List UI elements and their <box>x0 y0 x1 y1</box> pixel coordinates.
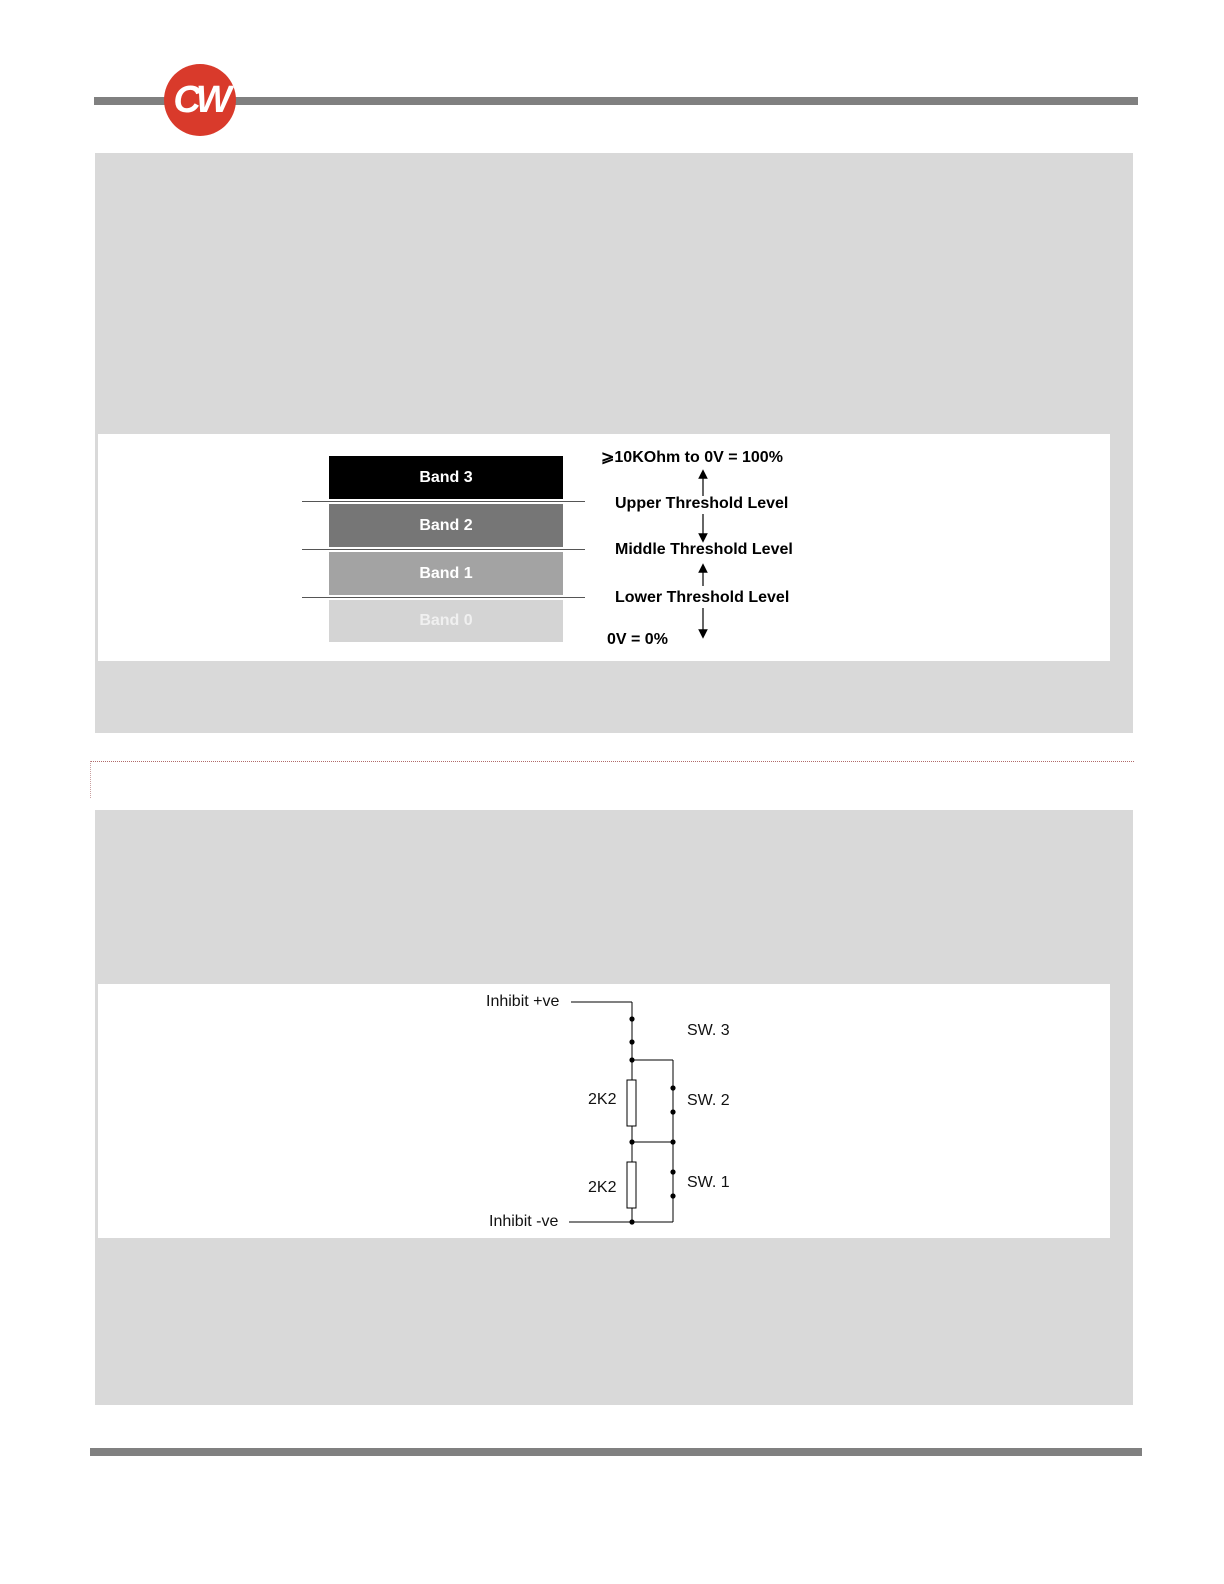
inhibit-pos-label: Inhibit +ve <box>486 993 560 1010</box>
upper-threshold-label: Upper Threshold Level <box>615 495 789 512</box>
band-threshold-figure <box>98 434 1110 661</box>
band-3: Band 3 <box>329 456 563 499</box>
threshold-arrows <box>98 434 1110 661</box>
sw2-label: SW. 2 <box>687 1092 730 1109</box>
inhibit-circuit-figure <box>98 984 1110 1238</box>
band-0: Band 0 <box>329 600 563 642</box>
inhibit-neg-label: Inhibit -ve <box>489 1213 559 1230</box>
bottom-level-label: 0V = 0% <box>607 631 668 648</box>
top-level-label: ⩾10KOhm to 0V = 100% <box>601 449 783 466</box>
node-sw2-top <box>670 1085 675 1090</box>
resistor-bottom-label: 2K2 <box>588 1179 617 1196</box>
sw3-label: SW. 3 <box>687 1022 730 1039</box>
node-bottom <box>629 1219 634 1224</box>
node-sw1-top <box>670 1169 675 1174</box>
lower-threshold-label: Lower Threshold Level <box>615 589 790 606</box>
node-mid-left <box>629 1139 634 1144</box>
node-sw1-bottom <box>670 1193 675 1198</box>
sw1-label: SW. 1 <box>687 1174 730 1191</box>
resistor-2 <box>627 1162 636 1208</box>
band-2: Band 2 <box>329 504 563 547</box>
node-top <box>629 1057 634 1062</box>
cw-logo <box>164 64 236 136</box>
node-mid-right <box>670 1139 675 1144</box>
node-sw3-bottom <box>629 1039 634 1044</box>
footer-rule <box>90 1448 1142 1456</box>
circuit-schematic <box>98 984 1110 1238</box>
section-separator <box>90 761 1134 798</box>
header-rule <box>94 97 1138 105</box>
resistor-1 <box>627 1080 636 1126</box>
logo-text: CW <box>173 79 227 121</box>
node-sw2-bottom <box>670 1109 675 1114</box>
band-1: Band 1 <box>329 552 563 595</box>
resistor-top-label: 2K2 <box>588 1091 617 1108</box>
node-sw3-top <box>629 1016 634 1021</box>
middle-threshold-label: Middle Threshold Level <box>615 541 793 558</box>
